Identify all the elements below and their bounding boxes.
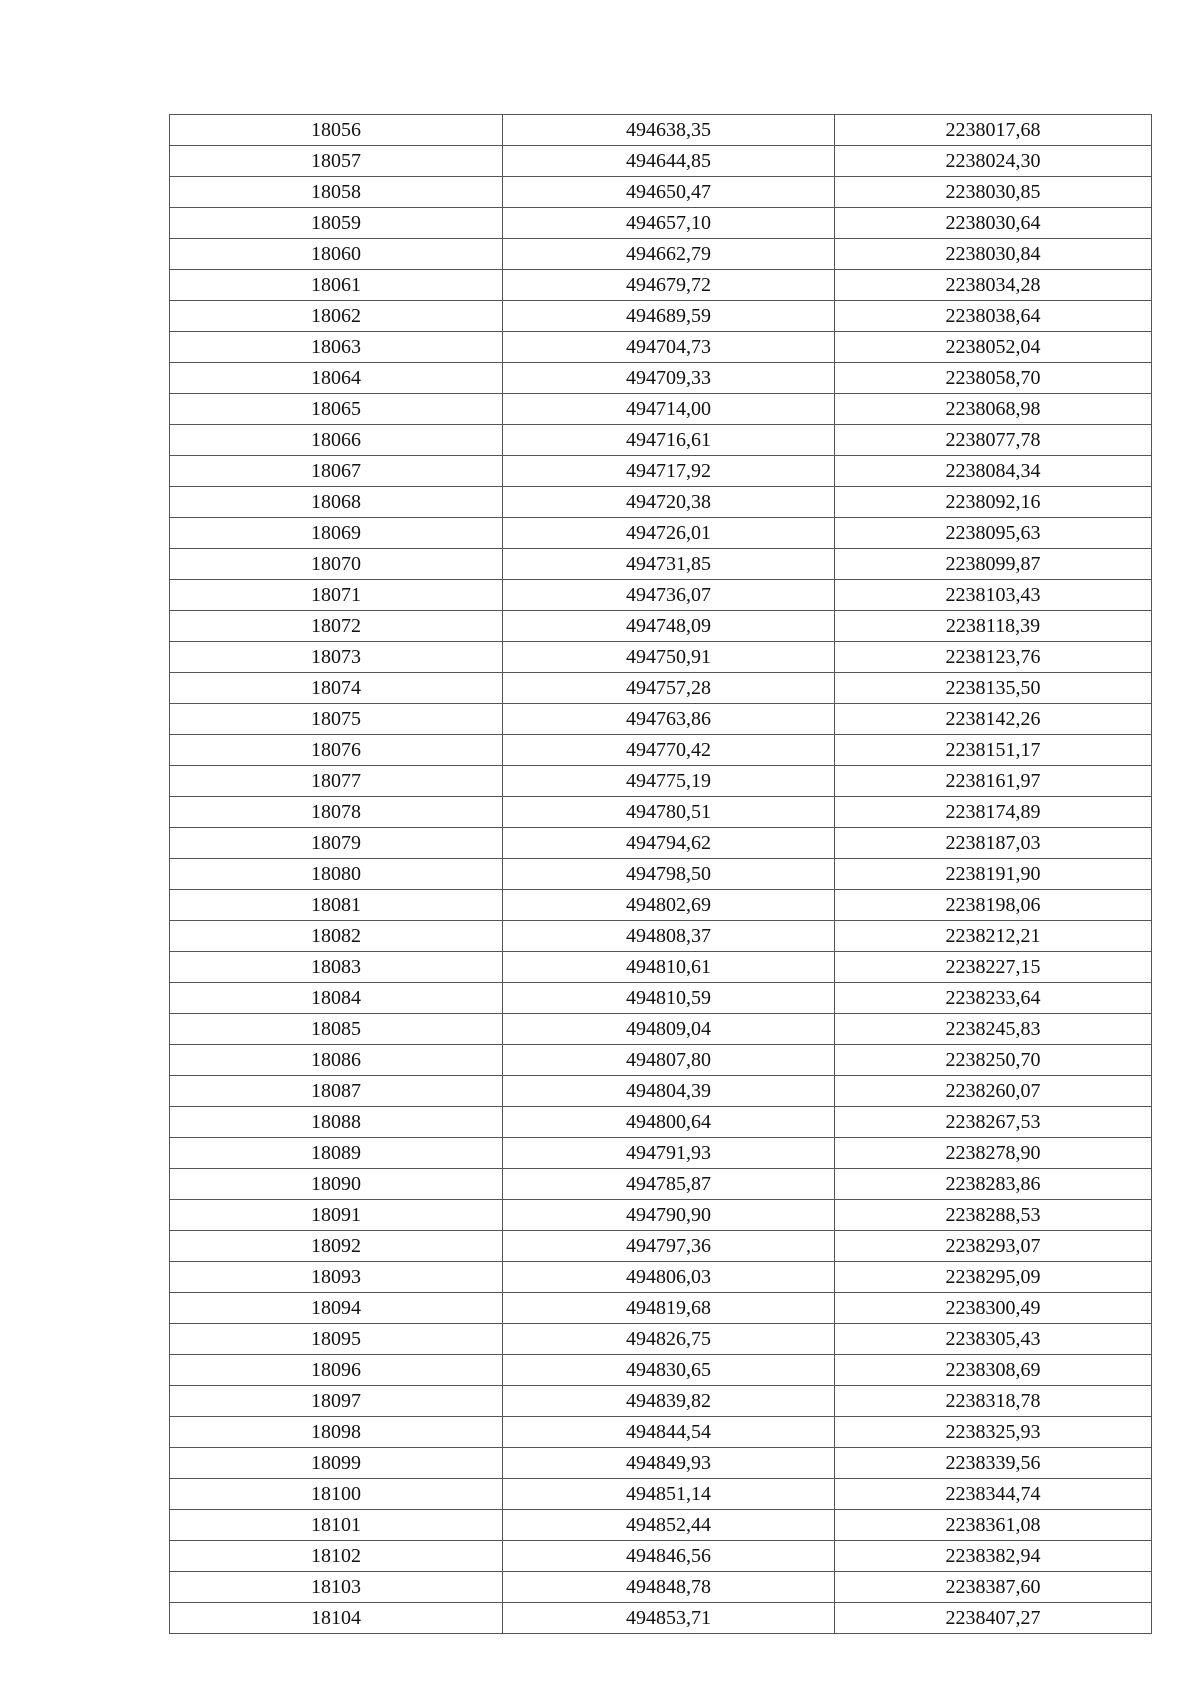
table-row bbox=[170, 983, 1152, 1014]
x-coordinate-cell: 494846,56 bbox=[503, 1541, 835, 1572]
table-row bbox=[170, 1572, 1152, 1603]
x-coordinate-cell: 494726,01 bbox=[503, 518, 835, 549]
point-number-cell: 18071 bbox=[170, 580, 503, 611]
y-coordinate-cell: 2238151,17 bbox=[835, 735, 1152, 766]
x-coordinate-cell: 494748,09 bbox=[503, 611, 835, 642]
point-number-cell: 18066 bbox=[170, 425, 503, 456]
point-number-cell: 18089 bbox=[170, 1138, 503, 1169]
table-row bbox=[170, 952, 1152, 983]
x-coordinate-cell: 494853,71 bbox=[503, 1603, 835, 1634]
y-coordinate-cell: 2238077,78 bbox=[835, 425, 1152, 456]
table-row bbox=[170, 270, 1152, 301]
table-row bbox=[170, 208, 1152, 239]
table-row bbox=[170, 332, 1152, 363]
y-coordinate-cell: 2238339,56 bbox=[835, 1448, 1152, 1479]
y-coordinate-cell: 2238092,16 bbox=[835, 487, 1152, 518]
x-coordinate-cell: 494716,61 bbox=[503, 425, 835, 456]
x-coordinate-cell: 494775,19 bbox=[503, 766, 835, 797]
y-coordinate-cell: 2238084,34 bbox=[835, 456, 1152, 487]
y-coordinate-cell: 2238161,97 bbox=[835, 766, 1152, 797]
y-coordinate-cell: 2238118,39 bbox=[835, 611, 1152, 642]
y-coordinate-cell: 2238191,90 bbox=[835, 859, 1152, 890]
point-number-cell: 18057 bbox=[170, 146, 503, 177]
table-row bbox=[170, 1510, 1152, 1541]
y-coordinate-cell: 2238187,03 bbox=[835, 828, 1152, 859]
table-row bbox=[170, 115, 1152, 146]
table-row bbox=[170, 642, 1152, 673]
y-coordinate-cell: 2238267,53 bbox=[835, 1107, 1152, 1138]
x-coordinate-cell: 494810,61 bbox=[503, 952, 835, 983]
point-number-cell: 18090 bbox=[170, 1169, 503, 1200]
point-number-cell: 18092 bbox=[170, 1231, 503, 1262]
x-coordinate-cell: 494798,50 bbox=[503, 859, 835, 890]
x-coordinate-cell: 494770,42 bbox=[503, 735, 835, 766]
x-coordinate-cell: 494731,85 bbox=[503, 549, 835, 580]
table-row bbox=[170, 301, 1152, 332]
y-coordinate-cell: 2238387,60 bbox=[835, 1572, 1152, 1603]
x-coordinate-cell: 494809,04 bbox=[503, 1014, 835, 1045]
table-row bbox=[170, 673, 1152, 704]
table-row bbox=[170, 394, 1152, 425]
x-coordinate-cell: 494709,33 bbox=[503, 363, 835, 394]
point-number-cell: 18091 bbox=[170, 1200, 503, 1231]
x-coordinate-cell: 494763,86 bbox=[503, 704, 835, 735]
y-coordinate-cell: 2238278,90 bbox=[835, 1138, 1152, 1169]
point-number-cell: 18087 bbox=[170, 1076, 503, 1107]
point-number-cell: 18056 bbox=[170, 115, 503, 146]
x-coordinate-cell: 494797,36 bbox=[503, 1231, 835, 1262]
point-number-cell: 18059 bbox=[170, 208, 503, 239]
point-number-cell: 18097 bbox=[170, 1386, 503, 1417]
point-number-cell: 18093 bbox=[170, 1262, 503, 1293]
point-number-cell: 18065 bbox=[170, 394, 503, 425]
table-row bbox=[170, 456, 1152, 487]
x-coordinate-cell: 494819,68 bbox=[503, 1293, 835, 1324]
x-coordinate-cell: 494844,54 bbox=[503, 1417, 835, 1448]
point-number-cell: 18058 bbox=[170, 177, 503, 208]
table-row bbox=[170, 859, 1152, 890]
x-coordinate-cell: 494830,65 bbox=[503, 1355, 835, 1386]
point-number-cell: 18088 bbox=[170, 1107, 503, 1138]
point-number-cell: 18081 bbox=[170, 890, 503, 921]
x-coordinate-cell: 494808,37 bbox=[503, 921, 835, 952]
y-coordinate-cell: 2238305,43 bbox=[835, 1324, 1152, 1355]
x-coordinate-cell: 494826,75 bbox=[503, 1324, 835, 1355]
point-number-cell: 18075 bbox=[170, 704, 503, 735]
point-number-cell: 18094 bbox=[170, 1293, 503, 1324]
y-coordinate-cell: 2238038,64 bbox=[835, 301, 1152, 332]
y-coordinate-cell: 2238260,07 bbox=[835, 1076, 1152, 1107]
point-number-cell: 18100 bbox=[170, 1479, 503, 1510]
y-coordinate-cell: 2238052,04 bbox=[835, 332, 1152, 363]
y-coordinate-cell: 2238212,21 bbox=[835, 921, 1152, 952]
table-row bbox=[170, 1200, 1152, 1231]
table-row bbox=[170, 177, 1152, 208]
table-row bbox=[170, 487, 1152, 518]
x-coordinate-cell: 494704,73 bbox=[503, 332, 835, 363]
y-coordinate-cell: 2238283,86 bbox=[835, 1169, 1152, 1200]
point-number-cell: 18077 bbox=[170, 766, 503, 797]
x-coordinate-cell: 494750,91 bbox=[503, 642, 835, 673]
x-coordinate-cell: 494802,69 bbox=[503, 890, 835, 921]
x-coordinate-cell: 494714,00 bbox=[503, 394, 835, 425]
table-row bbox=[170, 1107, 1152, 1138]
y-coordinate-cell: 2238318,78 bbox=[835, 1386, 1152, 1417]
y-coordinate-cell: 2238293,07 bbox=[835, 1231, 1152, 1262]
point-number-cell: 18086 bbox=[170, 1045, 503, 1076]
x-coordinate-cell: 494638,35 bbox=[503, 115, 835, 146]
x-coordinate-cell: 494804,39 bbox=[503, 1076, 835, 1107]
point-number-cell: 18062 bbox=[170, 301, 503, 332]
table-row bbox=[170, 1293, 1152, 1324]
x-coordinate-cell: 494810,59 bbox=[503, 983, 835, 1014]
point-number-cell: 18060 bbox=[170, 239, 503, 270]
x-coordinate-cell: 494644,85 bbox=[503, 146, 835, 177]
x-coordinate-cell: 494790,90 bbox=[503, 1200, 835, 1231]
y-coordinate-cell: 2238030,64 bbox=[835, 208, 1152, 239]
table-row bbox=[170, 1324, 1152, 1355]
x-coordinate-cell: 494780,51 bbox=[503, 797, 835, 828]
x-coordinate-cell: 494839,82 bbox=[503, 1386, 835, 1417]
point-number-cell: 18070 bbox=[170, 549, 503, 580]
x-coordinate-cell: 494852,44 bbox=[503, 1510, 835, 1541]
point-number-cell: 18085 bbox=[170, 1014, 503, 1045]
y-coordinate-cell: 2238382,94 bbox=[835, 1541, 1152, 1572]
point-number-cell: 18074 bbox=[170, 673, 503, 704]
table-row bbox=[170, 580, 1152, 611]
table-row bbox=[170, 1169, 1152, 1200]
table-row bbox=[170, 1355, 1152, 1386]
table-row bbox=[170, 1045, 1152, 1076]
point-number-cell: 18104 bbox=[170, 1603, 503, 1634]
table-row bbox=[170, 146, 1152, 177]
table-row bbox=[170, 704, 1152, 735]
y-coordinate-cell: 2238058,70 bbox=[835, 363, 1152, 394]
y-coordinate-cell: 2238325,93 bbox=[835, 1417, 1152, 1448]
y-coordinate-cell: 2238174,89 bbox=[835, 797, 1152, 828]
y-coordinate-cell: 2238250,70 bbox=[835, 1045, 1152, 1076]
point-number-cell: 18082 bbox=[170, 921, 503, 952]
x-coordinate-cell: 494657,10 bbox=[503, 208, 835, 239]
table-row bbox=[170, 1417, 1152, 1448]
y-coordinate-cell: 2238017,68 bbox=[835, 115, 1152, 146]
point-number-cell: 18099 bbox=[170, 1448, 503, 1479]
y-coordinate-cell: 2238198,06 bbox=[835, 890, 1152, 921]
table-row bbox=[170, 1138, 1152, 1169]
table-row bbox=[170, 828, 1152, 859]
coordinates-table-body bbox=[170, 115, 1152, 1634]
x-coordinate-cell: 494806,03 bbox=[503, 1262, 835, 1293]
y-coordinate-cell: 2238068,98 bbox=[835, 394, 1152, 425]
y-coordinate-cell: 2238099,87 bbox=[835, 549, 1152, 580]
table-row bbox=[170, 1479, 1152, 1510]
table-row bbox=[170, 1386, 1152, 1417]
y-coordinate-cell: 2238024,30 bbox=[835, 146, 1152, 177]
y-coordinate-cell: 2238227,15 bbox=[835, 952, 1152, 983]
y-coordinate-cell: 2238245,83 bbox=[835, 1014, 1152, 1045]
y-coordinate-cell: 2238233,64 bbox=[835, 983, 1152, 1014]
table-row bbox=[170, 1541, 1152, 1572]
x-coordinate-cell: 494720,38 bbox=[503, 487, 835, 518]
point-number-cell: 18068 bbox=[170, 487, 503, 518]
x-coordinate-cell: 494662,79 bbox=[503, 239, 835, 270]
point-number-cell: 18064 bbox=[170, 363, 503, 394]
point-number-cell: 18095 bbox=[170, 1324, 503, 1355]
table-row bbox=[170, 549, 1152, 580]
point-number-cell: 18084 bbox=[170, 983, 503, 1014]
point-number-cell: 18102 bbox=[170, 1541, 503, 1572]
point-number-cell: 18103 bbox=[170, 1572, 503, 1603]
table-row bbox=[170, 363, 1152, 394]
coordinates-table bbox=[169, 114, 1152, 1634]
table-row bbox=[170, 921, 1152, 952]
point-number-cell: 18080 bbox=[170, 859, 503, 890]
y-coordinate-cell: 2238288,53 bbox=[835, 1200, 1152, 1231]
x-coordinate-cell: 494679,72 bbox=[503, 270, 835, 301]
point-number-cell: 18076 bbox=[170, 735, 503, 766]
x-coordinate-cell: 494807,80 bbox=[503, 1045, 835, 1076]
x-coordinate-cell: 494785,87 bbox=[503, 1169, 835, 1200]
y-coordinate-cell: 2238308,69 bbox=[835, 1355, 1152, 1386]
x-coordinate-cell: 494650,47 bbox=[503, 177, 835, 208]
table-row bbox=[170, 611, 1152, 642]
point-number-cell: 18078 bbox=[170, 797, 503, 828]
point-number-cell: 18061 bbox=[170, 270, 503, 301]
x-coordinate-cell: 494848,78 bbox=[503, 1572, 835, 1603]
x-coordinate-cell: 494849,93 bbox=[503, 1448, 835, 1479]
x-coordinate-cell: 494791,93 bbox=[503, 1138, 835, 1169]
y-coordinate-cell: 2238030,85 bbox=[835, 177, 1152, 208]
y-coordinate-cell: 2238034,28 bbox=[835, 270, 1152, 301]
table-row bbox=[170, 1014, 1152, 1045]
y-coordinate-cell: 2238295,09 bbox=[835, 1262, 1152, 1293]
table-row bbox=[170, 890, 1152, 921]
table-row bbox=[170, 1448, 1152, 1479]
point-number-cell: 18069 bbox=[170, 518, 503, 549]
point-number-cell: 18067 bbox=[170, 456, 503, 487]
table-row bbox=[170, 518, 1152, 549]
point-number-cell: 18072 bbox=[170, 611, 503, 642]
point-number-cell: 18083 bbox=[170, 952, 503, 983]
x-coordinate-cell: 494800,64 bbox=[503, 1107, 835, 1138]
x-coordinate-cell: 494717,92 bbox=[503, 456, 835, 487]
y-coordinate-cell: 2238361,08 bbox=[835, 1510, 1152, 1541]
point-number-cell: 18079 bbox=[170, 828, 503, 859]
x-coordinate-cell: 494794,62 bbox=[503, 828, 835, 859]
table-row bbox=[170, 1262, 1152, 1293]
y-coordinate-cell: 2238135,50 bbox=[835, 673, 1152, 704]
y-coordinate-cell: 2238407,27 bbox=[835, 1603, 1152, 1634]
y-coordinate-cell: 2238123,76 bbox=[835, 642, 1152, 673]
table-row bbox=[170, 735, 1152, 766]
y-coordinate-cell: 2238142,26 bbox=[835, 704, 1152, 735]
y-coordinate-cell: 2238103,43 bbox=[835, 580, 1152, 611]
table-row bbox=[170, 1076, 1152, 1107]
table-row bbox=[170, 797, 1152, 828]
table-row bbox=[170, 766, 1152, 797]
point-number-cell: 18096 bbox=[170, 1355, 503, 1386]
x-coordinate-cell: 494851,14 bbox=[503, 1479, 835, 1510]
x-coordinate-cell: 494757,28 bbox=[503, 673, 835, 704]
point-number-cell: 18073 bbox=[170, 642, 503, 673]
table-row bbox=[170, 1231, 1152, 1262]
y-coordinate-cell: 2238030,84 bbox=[835, 239, 1152, 270]
y-coordinate-cell: 2238095,63 bbox=[835, 518, 1152, 549]
y-coordinate-cell: 2238300,49 bbox=[835, 1293, 1152, 1324]
point-number-cell: 18063 bbox=[170, 332, 503, 363]
x-coordinate-cell: 494689,59 bbox=[503, 301, 835, 332]
table-row bbox=[170, 1603, 1152, 1634]
table-row bbox=[170, 239, 1152, 270]
y-coordinate-cell: 2238344,74 bbox=[835, 1479, 1152, 1510]
point-number-cell: 18101 bbox=[170, 1510, 503, 1541]
x-coordinate-cell: 494736,07 bbox=[503, 580, 835, 611]
table-row bbox=[170, 425, 1152, 456]
point-number-cell: 18098 bbox=[170, 1417, 503, 1448]
